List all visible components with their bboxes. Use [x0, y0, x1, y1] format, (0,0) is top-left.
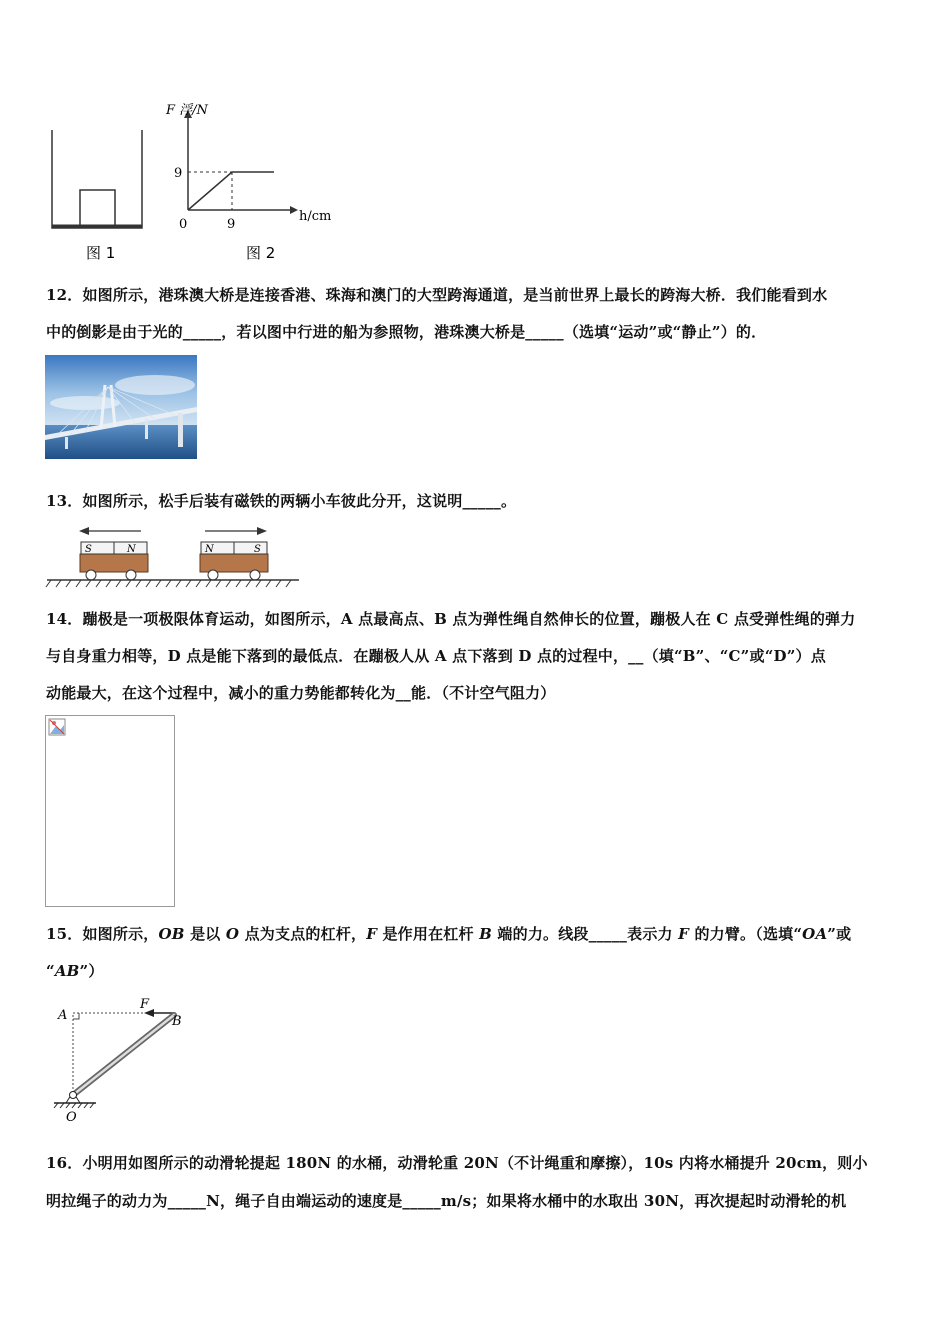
q16-line2: 明拉绳子的动力为_____N，绳子自由端运动的速度是_____m/s；如果将水桶中的水取出 30N，再次提起时动滑轮的机 [46, 1192, 847, 1210]
fig2-caption: 图 2 [246, 244, 276, 262]
broken-image-icon [48, 718, 66, 736]
bungee-image-placeholder [45, 715, 175, 907]
q12-line1: 12．如图所示，港珠澳大桥是连接香港、珠海和澳门的大型跨海通道，是当前世界上最长的跨海大桥．我们能看到水 [46, 286, 828, 304]
cart-left-body [80, 554, 148, 572]
svg-text:S: S [85, 544, 92, 555]
magnet-carts-figure [45, 522, 301, 590]
force-curve [188, 172, 274, 210]
svg-text:O: O [66, 1110, 77, 1125]
q15-line2: “AB”） [46, 962, 104, 980]
x-axis-label: h/cm [299, 209, 332, 224]
svg-text:F: F [140, 997, 150, 1012]
q13-line1: 13．如图所示，松手后装有磁铁的两辆小车彼此分开，这说明_____。 [46, 492, 517, 510]
q14-line3: 动能最大，在这个过程中，减小的重力势能都转化为__能．（不计空气阻力） [46, 684, 556, 702]
svg-text:B: B [172, 1014, 182, 1029]
bridge-photo [45, 355, 197, 459]
x-tick-label: 9 [227, 217, 236, 232]
q14-line2: 与自身重力相等，D 点是能下落到的最低点．在蹦极人从 A 点下落到 D 点的过程中，__（填“B”、“C”或“D”）点 [46, 647, 826, 665]
svg-text:A: A [58, 1008, 68, 1023]
cart-right-body [200, 554, 268, 572]
y-axis-label: F 浮/N [166, 103, 208, 118]
beaker-outline [52, 130, 142, 228]
svg-text:S: S [254, 544, 261, 555]
svg-text:N: N [127, 544, 136, 555]
q15-line1: 15．如图所示，OB 是以 O 点为支点的杠杆，F 是作用在杠杆 B 端的力。线段_____表示力 F 的力臂。（选填“OA”或 [46, 925, 852, 943]
q14-line1: 14．蹦极是一项极限体育运动，如图所示，A 点最高点、B 点为弹性绳自然伸长的位置，蹦极人在 C 点受弹性绳的弹力 [46, 610, 856, 628]
y-tick-label: 9 [174, 166, 183, 181]
svg-text:N: N [205, 544, 214, 555]
q16-line1: 16．小明用如图所示的动滑轮提起 180N 的水桶，动滑轮重 20N（不计绳重和摩擦），10s 内将水桶提升 20cm，则小 [46, 1154, 868, 1172]
cube-block [80, 190, 115, 226]
lever-figure [46, 995, 196, 1125]
fig1-caption: 图 1 [86, 244, 116, 262]
q12-line2: 中的倒影是由于光的_____，若以图中行进的船为参照物，港珠澳大桥是_____（选填“运动”或“静止”）的． [46, 323, 767, 341]
origin-label: 0 [179, 217, 188, 232]
figure-buoyancy [44, 98, 344, 268]
